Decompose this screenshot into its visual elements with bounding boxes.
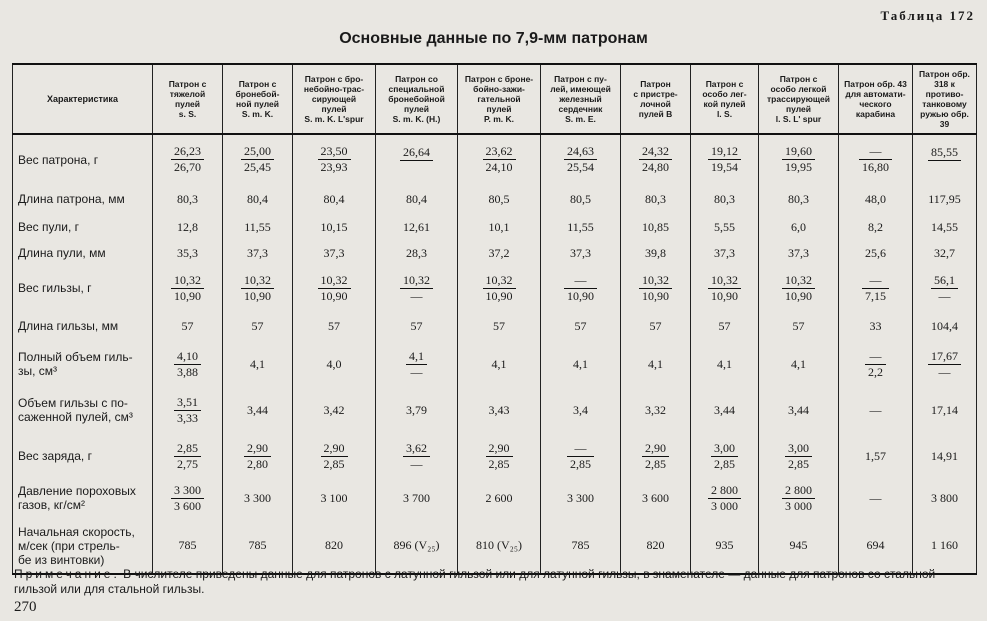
numerator-brass: 10,32 (171, 273, 204, 289)
fraction-value (244, 441, 271, 472)
table-row (13, 478, 977, 518)
numerator-brass: 25,00 (241, 144, 274, 160)
numerator-brass: 85,55 (928, 145, 961, 161)
denominator-steel: 10,90 (567, 288, 594, 303)
cartridge-data-table (12, 63, 977, 575)
table-cell: 694 (839, 518, 913, 574)
table-cell: 3,44 (691, 386, 759, 434)
denominator-steel: 7,15 (865, 288, 886, 303)
table-cell: 57 (691, 310, 759, 342)
table-cell: 12,61 (376, 214, 458, 240)
numerator-brass: 2,90 (321, 441, 348, 457)
denominator-steel: 3 600 (174, 498, 201, 513)
fraction-value (483, 273, 516, 304)
table-cell: 10,15 (293, 214, 376, 240)
table-cell: 14,91 (913, 434, 977, 478)
table-cell (293, 434, 376, 478)
table-cell (458, 434, 541, 478)
fraction-value (403, 441, 430, 472)
row-label: Давление пороховых газов, кг/см² (13, 478, 153, 518)
table-cell (458, 134, 541, 184)
column-header: Патрон с особо лег- кой пулей l. S. (691, 64, 759, 134)
denominator-steel: 10,90 (642, 288, 669, 303)
numerator-brass: — (859, 144, 892, 160)
fraction-value (782, 144, 815, 175)
page-number: 270 (14, 599, 37, 615)
fraction-value (859, 144, 892, 175)
table-row (13, 518, 977, 574)
numerator-brass: 4,10 (174, 349, 201, 365)
numerator-brass: 2,90 (486, 441, 513, 457)
numerator-brass: 24,63 (564, 144, 597, 160)
row-label: Вес гильзы, г (13, 266, 153, 310)
denominator-steel: 23,93 (320, 160, 348, 174)
table-cell: 39,8 (621, 240, 691, 266)
column-header: Патрон обр. 43 для автомати- ческого карабина (839, 64, 913, 134)
denominator-steel: 24,10 (485, 160, 513, 174)
table-cell: 57 (223, 310, 293, 342)
table-row (13, 214, 977, 240)
table-cell: 80,3 (621, 184, 691, 214)
fraction-value (711, 441, 738, 472)
numerator-brass: 56,1 (931, 273, 958, 289)
table-cell (376, 434, 458, 478)
table-cell: 1,57 (839, 434, 913, 478)
numerator-brass: — (567, 441, 594, 457)
table-cell (621, 434, 691, 478)
table-header-row (13, 64, 977, 134)
table-cell: 3 600 (621, 478, 691, 518)
table-cell: 6,0 (759, 214, 839, 240)
numerator-brass: 10,32 (483, 273, 516, 289)
table-cell: 4,1 (691, 342, 759, 386)
denominator-steel (928, 161, 961, 175)
denominator-steel: 2,75 (177, 456, 198, 471)
denominator-steel: 2,85 (714, 456, 735, 471)
numerator-brass: — (865, 349, 886, 365)
denominator-steel: 10,90 (320, 288, 348, 303)
table-cell: 4,1 (223, 342, 293, 386)
table-cell: 2 600 (458, 478, 541, 518)
numerator-brass: 26,23 (171, 144, 204, 160)
fraction-value (406, 349, 427, 380)
table-cell: 3,79 (376, 386, 458, 434)
numerator-brass: 3,62 (403, 441, 430, 457)
table-cell: 57 (621, 310, 691, 342)
denominator-steel: — (410, 456, 423, 471)
table-cell: 3,42 (293, 386, 376, 434)
table-cell: 14,55 (913, 214, 977, 240)
table-row (13, 184, 977, 214)
row-label: Длина патрона, мм (13, 184, 153, 214)
table-cell: 935 (691, 518, 759, 574)
table-cell: 17,14 (913, 386, 977, 434)
numerator-brass: 23,50 (318, 144, 351, 160)
numerator-brass: 10,32 (241, 273, 274, 289)
fraction-value (318, 144, 351, 175)
table-body (13, 134, 977, 574)
table-cell: 37,3 (691, 240, 759, 266)
table-cell: 1 160 (913, 518, 977, 574)
row-label: Вес патрона, г (13, 134, 153, 184)
table-cell: 5,55 (691, 214, 759, 240)
denominator-steel: 2,85 (488, 456, 510, 471)
fraction-value (241, 144, 274, 175)
fraction-value (400, 145, 433, 175)
table-cell (376, 342, 458, 386)
table-cell: 57 (458, 310, 541, 342)
table-cell: 3,32 (621, 386, 691, 434)
table-cell: 48,0 (839, 184, 913, 214)
row-label: Полный объем гиль- зы, см³ (13, 342, 153, 386)
table-cell (153, 342, 223, 386)
table-cell: 3,44 (759, 386, 839, 434)
fraction-value (171, 144, 204, 175)
column-header: Патрон с бронебой- ной пулей S. m. K. (223, 64, 293, 134)
column-header: Патрон с тяжелой пулей s. S. (153, 64, 223, 134)
table-cell: 117,95 (913, 184, 977, 214)
denominator-steel: 2,2 (868, 364, 883, 379)
table-cell: 945 (759, 518, 839, 574)
table-cell: 11,55 (223, 214, 293, 240)
table-cell: 4,1 (759, 342, 839, 386)
table-cell (293, 134, 376, 184)
numerator-brass: 19,12 (708, 144, 741, 160)
numerator-brass: 10,32 (708, 273, 741, 289)
table-cell: 785 (223, 518, 293, 574)
table-cell (691, 134, 759, 184)
table-cell: 3 700 (376, 478, 458, 518)
table-cell: 25,6 (839, 240, 913, 266)
table-cell: 80,3 (153, 184, 223, 214)
table-cell: 80,5 (541, 184, 621, 214)
numerator-brass: 3,51 (174, 395, 201, 411)
table-cell: 32,7 (913, 240, 977, 266)
fraction-value (928, 145, 961, 175)
fraction-value (862, 273, 889, 304)
fraction-value (785, 441, 812, 472)
table-cell: 104,4 (913, 310, 977, 342)
numerator-brass: 4,1 (406, 349, 427, 365)
numerator-brass: 24,32 (639, 144, 672, 160)
table-row (13, 240, 977, 266)
table-title: Основные данные по 7,9-мм патронам (339, 30, 648, 47)
numerator-brass: 26,64 (400, 145, 433, 161)
fraction-value (708, 273, 741, 304)
denominator-steel: 2,85 (570, 456, 591, 471)
numerator-brass: 3,00 (711, 441, 738, 457)
table-cell: 37,3 (541, 240, 621, 266)
denominator-steel: 19,95 (785, 160, 812, 174)
fraction-value (782, 483, 815, 514)
fraction-value (782, 273, 815, 304)
fraction-value (639, 273, 672, 304)
row-label: Вес пули, г (13, 214, 153, 240)
denominator-steel: 10,90 (485, 288, 513, 303)
numerator-brass: 2,85 (174, 441, 201, 457)
denominator-steel: 26,70 (174, 160, 201, 174)
table-cell: 4,1 (541, 342, 621, 386)
table-row (13, 386, 977, 434)
fraction-value (174, 441, 201, 472)
table-cell: 28,3 (376, 240, 458, 266)
fraction-value (174, 395, 201, 426)
table-cell: 80,3 (759, 184, 839, 214)
denominator-steel: 3,88 (177, 364, 198, 379)
table-cell (293, 266, 376, 310)
table-cell: 3,44 (223, 386, 293, 434)
column-header: Патрон с броне- бойно-зажи- гательной пулей P. m. K. (458, 64, 541, 134)
table-cell (839, 266, 913, 310)
denominator-steel: 3,33 (177, 410, 198, 425)
denominator-steel: — (410, 364, 423, 379)
table-cell: 80,4 (293, 184, 376, 214)
table-cell: 785 (541, 518, 621, 574)
numerator-brass: 3 300 (171, 483, 204, 499)
table-cell: 3 800 (913, 478, 977, 518)
table-row (13, 134, 977, 184)
row-label: Длина пули, мм (13, 240, 153, 266)
table-cell: 80,4 (376, 184, 458, 214)
numerator-brass: 3,00 (785, 441, 812, 457)
table-cell: 3 300 (223, 478, 293, 518)
note-label: Примечание. (14, 567, 120, 581)
denominator-steel: 3 000 (711, 498, 738, 513)
fraction-value (642, 441, 669, 472)
table-cell (759, 266, 839, 310)
denominator-steel: 10,90 (244, 288, 271, 303)
fraction-value (708, 483, 741, 514)
fraction-value (564, 144, 597, 175)
table-row (13, 342, 977, 386)
denominator-steel: 2,85 (645, 456, 666, 471)
table-cell: 4,1 (621, 342, 691, 386)
denominator-steel: 24,80 (642, 160, 669, 174)
numerator-brass: 2 800 (708, 483, 741, 499)
row-label: Длина гильзы, мм (13, 310, 153, 342)
numerator-brass: 2,90 (244, 441, 271, 457)
row-label: Объем гильзы с по- саженной пулей, см³ (13, 386, 153, 434)
table-cell (458, 266, 541, 310)
numerator-brass: 2 800 (782, 483, 815, 499)
numerator-brass: 17,67 (928, 349, 961, 365)
table-cell: 820 (621, 518, 691, 574)
table-cell: 33 (839, 310, 913, 342)
table-cell (621, 266, 691, 310)
table-cell: 10,1 (458, 214, 541, 240)
numerator-brass: 10,32 (318, 273, 351, 289)
denominator-steel: 2,85 (323, 456, 345, 471)
table-cell: 57 (759, 310, 839, 342)
numerator-brass: — (862, 273, 889, 289)
fraction-value (564, 273, 597, 304)
table-cell: 12,8 (153, 214, 223, 240)
column-header: Патрон с пристре- лочной пулей B (621, 64, 691, 134)
table-cell: 37,3 (293, 240, 376, 266)
table-cell (376, 134, 458, 184)
fraction-value (928, 349, 961, 380)
table-cell (223, 134, 293, 184)
denominator-steel: — (410, 288, 423, 303)
table-cell (759, 478, 839, 518)
numerator-brass: — (564, 273, 597, 289)
table-cell: 3 100 (293, 478, 376, 518)
table-cell: 4,0 (293, 342, 376, 386)
denominator-steel: 10,90 (785, 288, 812, 303)
table-cell: 80,5 (458, 184, 541, 214)
fraction-value (639, 144, 672, 175)
table-cell: 896 (V₂₅) (376, 518, 458, 574)
table-cell: 57 (541, 310, 621, 342)
table-cell: 57 (376, 310, 458, 342)
table-cell (839, 342, 913, 386)
fraction-value (400, 273, 433, 304)
table-cell (223, 266, 293, 310)
table-cell (376, 266, 458, 310)
fraction-value (483, 144, 516, 175)
column-header: Патрон со специальной бронебойной пулей S. m. K. (H.) (376, 64, 458, 134)
table-cell (153, 386, 223, 434)
fraction-value (708, 144, 741, 175)
table-row (13, 266, 977, 310)
numerator-brass: 10,32 (400, 273, 433, 289)
table-row (13, 434, 977, 478)
fraction-value (865, 349, 886, 380)
column-header: Патрон с бро- небойно-трас- сирующей пулей S. m. K. L'spur (293, 64, 376, 134)
fraction-value (174, 349, 201, 380)
table-cell: 37,3 (223, 240, 293, 266)
denominator-steel (400, 161, 433, 175)
table-cell: 3 300 (541, 478, 621, 518)
denominator-steel: 3 000 (785, 498, 812, 513)
table-cell: 4,1 (458, 342, 541, 386)
numerator-brass: 2,90 (642, 441, 669, 457)
fraction-value (321, 441, 348, 472)
table-cell: 37,3 (759, 240, 839, 266)
table-number: Таблица 172 (880, 8, 975, 23)
table-cell (691, 478, 759, 518)
row-label: Начальная скорость, м/сек (при стрель- бе из винтовки) (13, 518, 153, 574)
denominator-steel: 10,90 (174, 288, 201, 303)
table-cell: 3,43 (458, 386, 541, 434)
fraction-value (171, 483, 204, 514)
table-cell: 820 (293, 518, 376, 574)
table-cell (153, 266, 223, 310)
row-label: Вес заряда, г (13, 434, 153, 478)
table-cell (153, 134, 223, 184)
denominator-steel: 25,54 (567, 160, 594, 174)
denominator-steel: 10,90 (711, 288, 738, 303)
numerator-brass: 10,32 (782, 273, 815, 289)
table-row (13, 310, 977, 342)
table-cell: 3,4 (541, 386, 621, 434)
table-cell (691, 434, 759, 478)
table-cell: 80,4 (223, 184, 293, 214)
fraction-value (318, 273, 351, 304)
table-cell (759, 134, 839, 184)
table-cell: 35,3 (153, 240, 223, 266)
denominator-steel: 19,54 (711, 160, 738, 174)
table-cell: 57 (293, 310, 376, 342)
table-cell (913, 342, 977, 386)
fraction-value (486, 441, 513, 472)
table-cell: 785 (153, 518, 223, 574)
table-cell (913, 266, 977, 310)
table-cell (153, 478, 223, 518)
table-cell: 10,85 (621, 214, 691, 240)
table-cell (153, 434, 223, 478)
table-cell: 57 (153, 310, 223, 342)
denominator-steel: 2,80 (247, 456, 268, 471)
table-cell (621, 134, 691, 184)
denominator-steel: 25,45 (244, 160, 271, 174)
table-cell: 810 (V₂₅) (458, 518, 541, 574)
numerator-brass: 23,62 (483, 144, 516, 160)
denominator-steel: 2,85 (788, 456, 809, 471)
denominator-steel: — (938, 364, 951, 379)
column-header: Патрон с пу- лей, имеющей железный сердечник S. m. E. (541, 64, 621, 134)
column-header: Патрон с особо легкой трассирующей пулей l. S. L' spur (759, 64, 839, 134)
column-header-characteristic: Характеристика (13, 64, 153, 134)
table-cell: 37,2 (458, 240, 541, 266)
fraction-value (241, 273, 274, 304)
table-cell: — (839, 478, 913, 518)
table-cell (839, 134, 913, 184)
numerator-brass: 10,32 (639, 273, 672, 289)
table-cell: 80,3 (691, 184, 759, 214)
table-cell (541, 134, 621, 184)
note-text: В числителе приведены данные для патронов с латунной гильзой или для латунной гильзы, в знаменателе — данные для патронов со стальной гильзой или для стальной гильзы. (14, 567, 936, 596)
table-note (14, 567, 974, 597)
table-cell (759, 434, 839, 478)
table-cell: 11,55 (541, 214, 621, 240)
table-cell (691, 266, 759, 310)
table-cell (913, 134, 977, 184)
table-cell (541, 434, 621, 478)
denominator-steel: — (938, 288, 951, 303)
fraction-value (567, 441, 594, 472)
table-cell (223, 434, 293, 478)
numerator-brass: 19,60 (782, 144, 815, 160)
fraction-value (931, 273, 958, 304)
table-cell (541, 266, 621, 310)
fraction-value (171, 273, 204, 304)
table-cell: 8,2 (839, 214, 913, 240)
table-cell: — (839, 386, 913, 434)
denominator-steel: 16,80 (862, 160, 889, 174)
column-header: Патрон обр. 318 к противо- танковому ружью обр. 39 (913, 64, 977, 134)
